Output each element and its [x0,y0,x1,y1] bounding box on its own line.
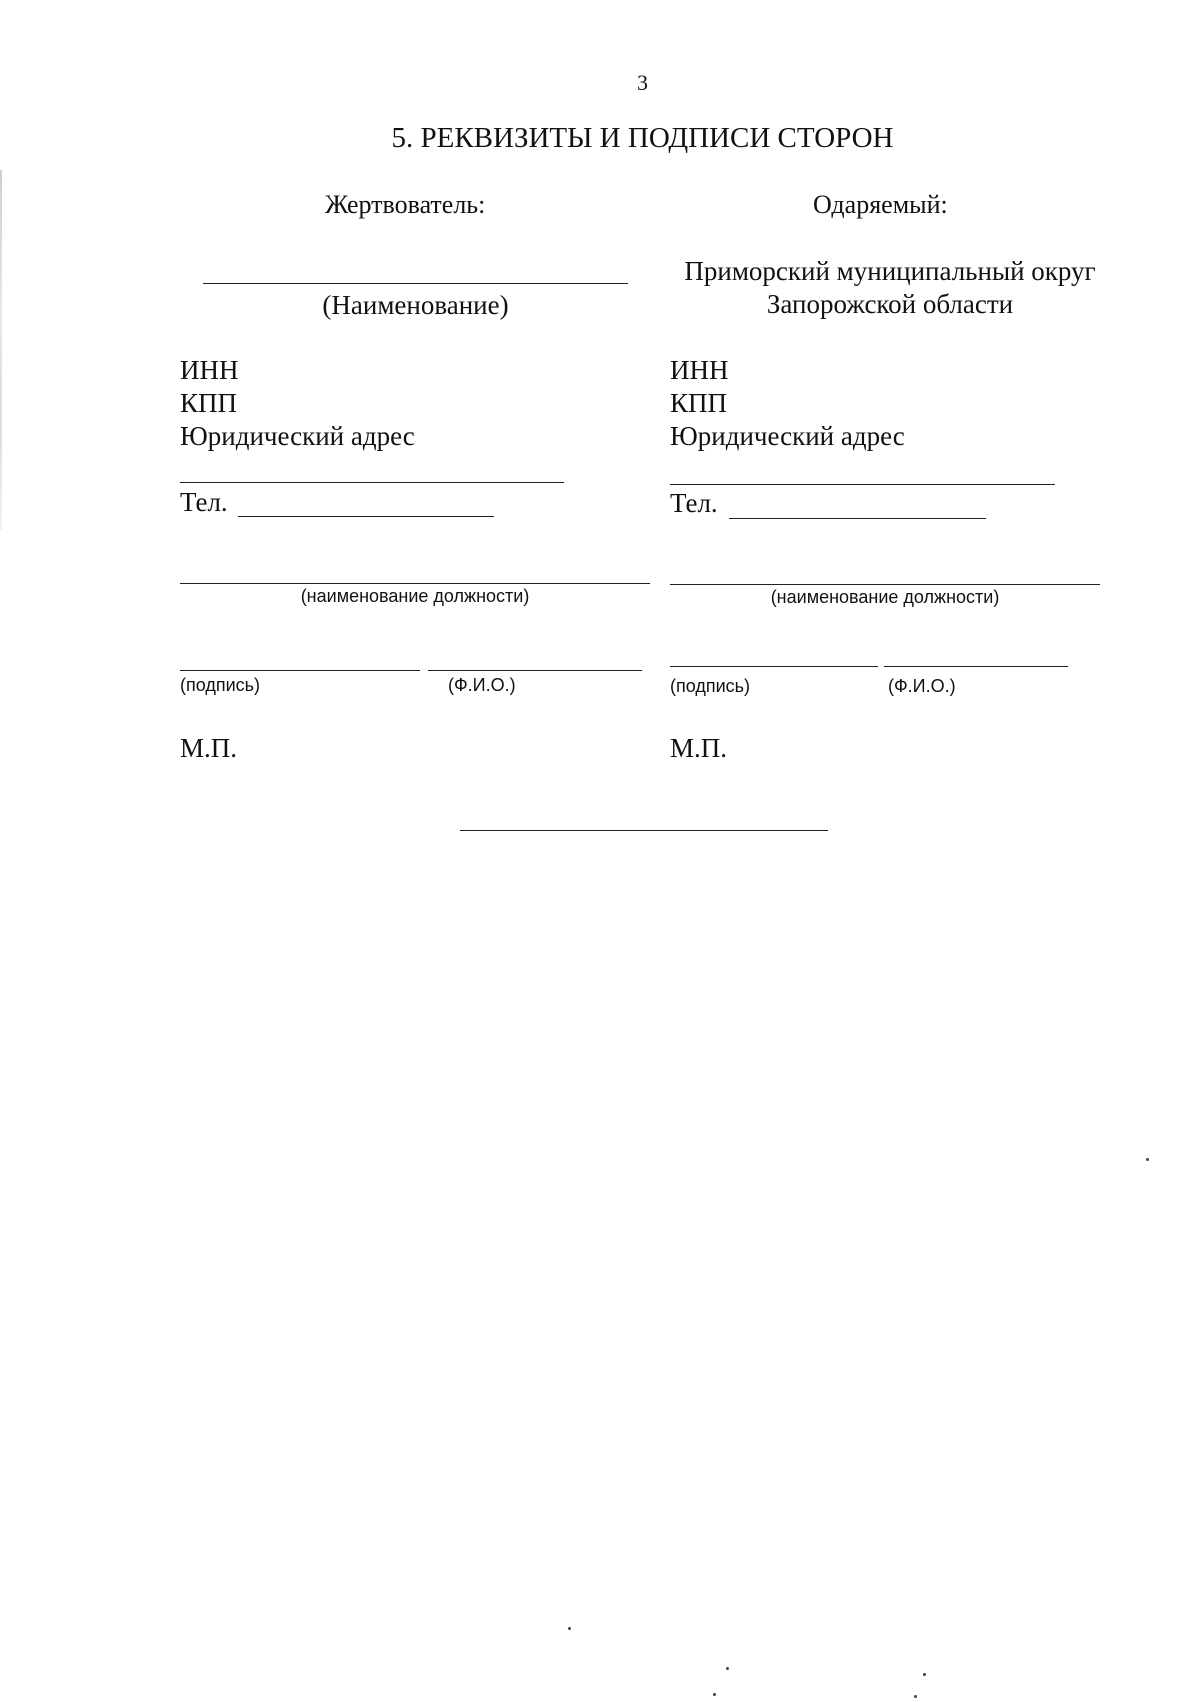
recipient-signature-caption: (подпись) [670,676,751,696]
recipient-position-caption: (наименование должности) [770,587,1000,607]
recipient-legal-address-label: Юридический адрес [670,421,905,451]
recipient-address-line [670,484,1055,485]
scan-speck [726,1667,729,1670]
donor-phone-label: Тел. [180,487,228,517]
recipient-name-line2: Запорожской области [766,289,1014,319]
scan-speck [914,1695,917,1698]
donor-inn-label: ИНН [180,355,239,385]
donor-phone-line [238,516,494,517]
donor-fio-caption: (Ф.И.О.) [448,675,516,695]
donor-position-line [180,583,650,584]
donor-name-line [203,283,628,284]
recipient-signature-line [670,666,878,667]
donor-heading: Жертвователь: [325,190,486,219]
donor-position-caption: (наименование должности) [300,586,530,606]
scan-edge-shadow [0,170,2,530]
recipient-fio-caption: (Ф.И.О.) [888,676,956,696]
donor-name-caption: (Наименование) [322,290,509,320]
recipient-phone-line [729,518,986,519]
recipient-phone-label: Тел. [670,488,718,518]
recipient-name-line1: Приморский муниципальный округ [684,256,1096,286]
recipient-inn-label: ИНН [670,355,729,385]
page-number: 3 [637,70,648,95]
donor-fio-line [428,670,642,671]
scan-speck [568,1627,571,1630]
recipient-position-line [670,584,1100,585]
donor-legal-address-label: Юридический адрес [180,421,415,451]
scan-speck [713,1693,716,1696]
recipient-kpp-label: КПП [670,388,728,418]
scan-speck [1146,1158,1149,1161]
donor-kpp-label: КПП [180,388,238,418]
donor-address-line [180,482,564,483]
recipient-seal-label: М.П. [670,733,728,763]
donor-seal-label: М.П. [180,733,238,763]
donor-signature-line [180,670,420,671]
recipient-heading: Одаряемый: [813,190,948,219]
scan-speck [923,1673,926,1676]
section-title: 5. РЕКВИЗИТЫ И ПОДПИСИ СТОРОН [391,122,894,154]
recipient-fio-line [884,666,1068,667]
closing-separator-line [460,830,828,831]
donor-signature-caption: (подпись) [180,675,261,695]
